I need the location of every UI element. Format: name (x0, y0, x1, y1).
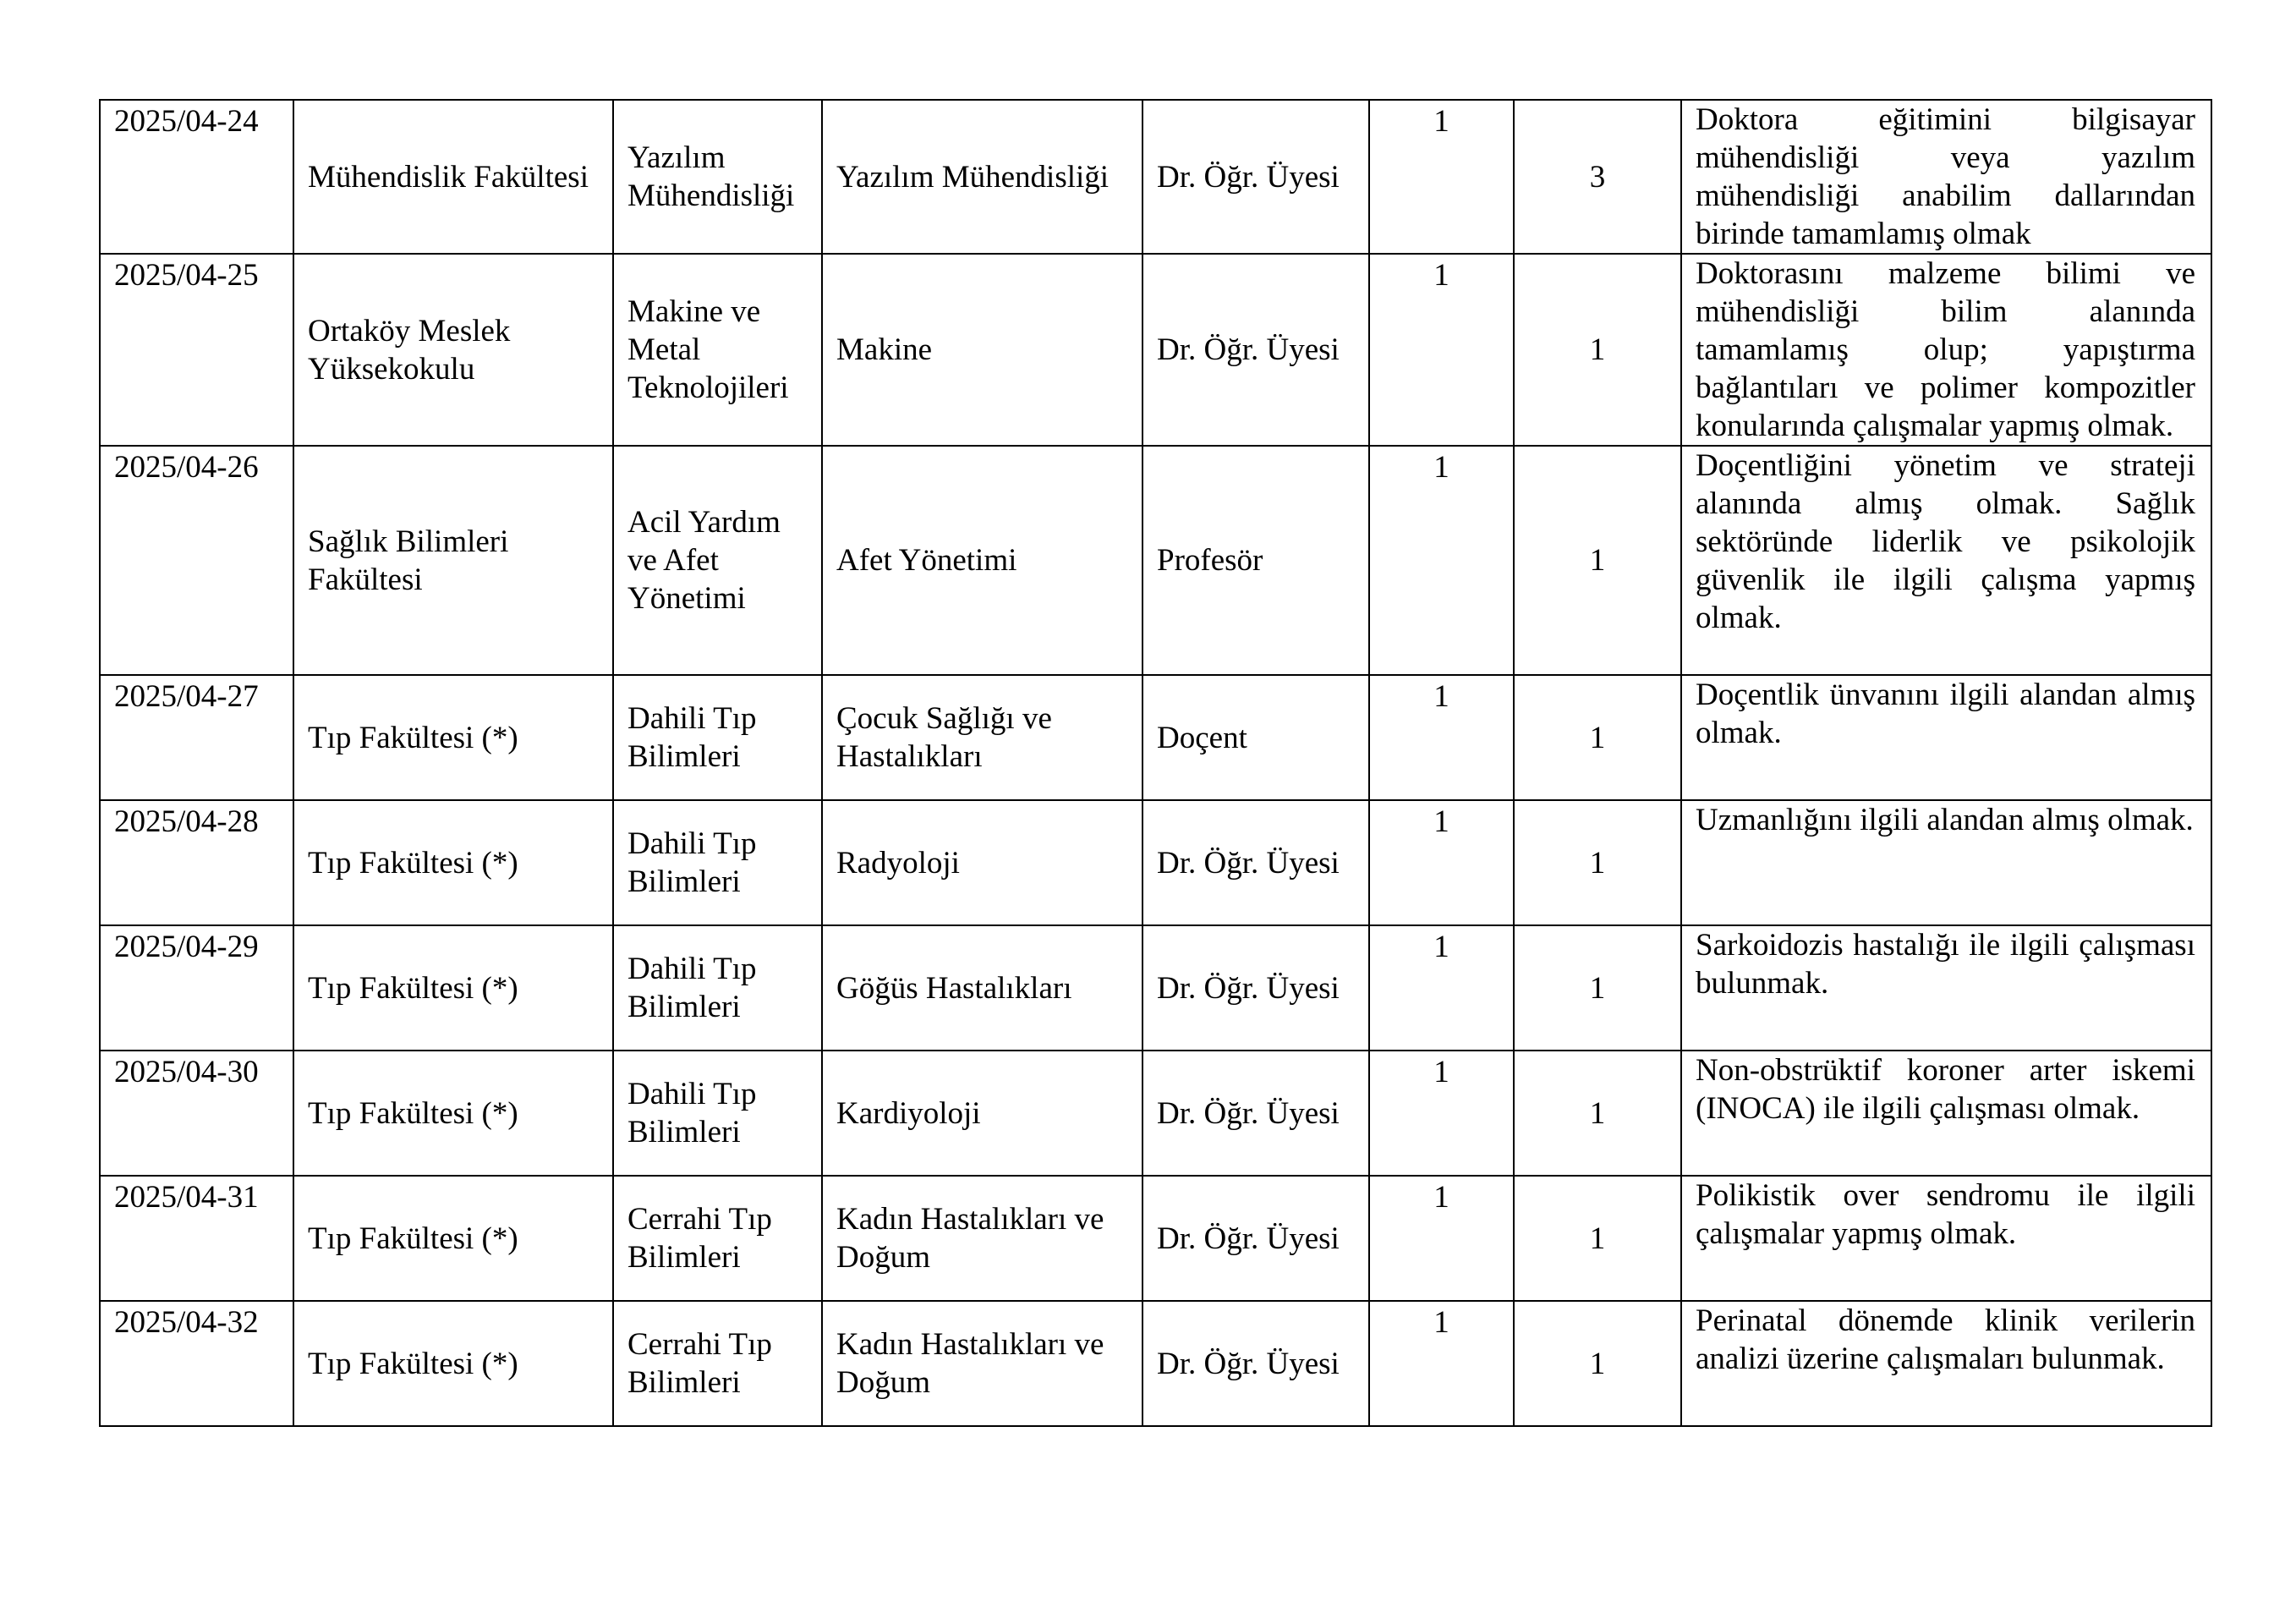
derece-cell: 1 (1369, 925, 1514, 1051)
anabilim-dali-cell: Afet Yönetimi (822, 446, 1143, 675)
adet-cell: 1 (1514, 446, 1681, 675)
ilan-no-cell: 2025/04-30 (100, 1051, 293, 1176)
bolum-cell: Dahili Tıp Bilimleri (613, 1051, 822, 1176)
adet-cell: 1 (1514, 1176, 1681, 1301)
bolum-cell: Yazılım Mühendisliği (613, 100, 822, 254)
birim-cell: Mühendislik Fakültesi (293, 100, 613, 254)
birim-cell: Sağlık Bilimleri Fakültesi (293, 446, 613, 675)
derece-cell: 1 (1369, 100, 1514, 254)
aciklama-cell (1681, 1301, 2211, 1426)
birim-cell: Tıp Fakültesi (*) (293, 800, 613, 925)
bolum-cell: Cerrahi Tıp Bilimleri (613, 1176, 822, 1301)
birim-cell: Tıp Fakültesi (*) (293, 1051, 613, 1176)
table-row (100, 1051, 2211, 1176)
ilan-no-cell: 2025/04-25 (100, 254, 293, 446)
anabilim-dali-cell: Kardiyoloji (822, 1051, 1143, 1176)
table-row (100, 446, 2211, 675)
aciklama-text: Doktorasını malzeme bilimi ve mühendisliği bilim alanında tamamlamış olup; yapıştırma bağlantıları ve polimer kompozitler konularında çalışmalar yapmış olmak. (1696, 256, 2195, 443)
anabilim-dali-cell: Radyoloji (822, 800, 1143, 925)
adet-cell: 1 (1514, 925, 1681, 1051)
kadro-unvani-cell: Doçent (1143, 675, 1369, 800)
table-row (100, 800, 2211, 925)
table-row (100, 254, 2211, 446)
table-row (100, 1301, 2211, 1426)
table-row (100, 1176, 2211, 1301)
kadro-unvani-cell: Dr. Öğr. Üyesi (1143, 1301, 1369, 1426)
ilan-no-cell: 2025/04-31 (100, 1176, 293, 1301)
birim-cell: Ortaköy Meslek Yüksekokulu (293, 254, 613, 446)
derece-cell: 1 (1369, 1176, 1514, 1301)
aciklama-cell (1681, 1051, 2211, 1176)
ilan-no-cell: 2025/04-28 (100, 800, 293, 925)
aciklama-text: Doçentliğini yönetim ve strateji alanında almış olmak. Sağlık sektöründe liderlik ve psikolojik güvenlik ile ilgili çalışma yapmış olmak. (1696, 448, 2195, 635)
ilan-no-cell: 2025/04-29 (100, 925, 293, 1051)
aciklama-cell (1681, 675, 2211, 800)
kadro-unvani-cell: Dr. Öğr. Üyesi (1143, 800, 1369, 925)
kadro-unvani-cell: Dr. Öğr. Üyesi (1143, 1176, 1369, 1301)
bolum-cell: Dahili Tıp Bilimleri (613, 925, 822, 1051)
table-row (100, 675, 2211, 800)
ilan-no-cell: 2025/04-24 (100, 100, 293, 254)
aciklama-text: Non-obstrüktif koroner arter iskemi (INOCA) ile ilgili çalışması olmak. (1696, 1053, 2195, 1126)
ilan-no-cell: 2025/04-27 (100, 675, 293, 800)
aciklama-text: Perinatal dönemde klinik verilerin analizi üzerine çalışmaları bulunmak. (1696, 1303, 2195, 1376)
aciklama-text: Doçentlik ünvanını ilgili alandan almış olmak. (1696, 678, 2195, 750)
bolum-cell: Dahili Tıp Bilimleri (613, 675, 822, 800)
aciklama-cell (1681, 1176, 2211, 1301)
adet-cell: 1 (1514, 800, 1681, 925)
bolum-cell: Dahili Tıp Bilimleri (613, 800, 822, 925)
derece-cell: 1 (1369, 800, 1514, 925)
anabilim-dali-cell: Yazılım Mühendisliği (822, 100, 1143, 254)
kadro-unvani-cell: Dr. Öğr. Üyesi (1143, 925, 1369, 1051)
bolum-cell: Cerrahi Tıp Bilimleri (613, 1301, 822, 1426)
aciklama-text: Uzmanlığını ilgili alandan almış olmak. (1696, 803, 2194, 837)
adet-cell: 1 (1514, 254, 1681, 446)
derece-cell: 1 (1369, 446, 1514, 675)
anabilim-dali-cell: Göğüs Hastalıkları (822, 925, 1143, 1051)
kadro-unvani-cell: Dr. Öğr. Üyesi (1143, 254, 1369, 446)
table-row (100, 925, 2211, 1051)
ilan-no-cell: 2025/04-26 (100, 446, 293, 675)
derece-cell: 1 (1369, 1051, 1514, 1176)
derece-cell: 1 (1369, 1301, 1514, 1426)
anabilim-dali-cell: Çocuk Sağlığı ve Hastalıkları (822, 675, 1143, 800)
aciklama-text: Doktora eğitimini bilgisayar mühendisliği veya yazılım mühendisliği anabilim dallarından birinde tamamlamış olmak (1696, 102, 2195, 251)
anabilim-dali-cell: Kadın Hastalıkları ve Doğum (822, 1176, 1143, 1301)
bolum-cell: Acil Yardım ve Afet Yönetimi (613, 446, 822, 675)
aciklama-cell (1681, 800, 2211, 925)
birim-cell: Tıp Fakültesi (*) (293, 675, 613, 800)
adet-cell: 1 (1514, 675, 1681, 800)
aciklama-text: Sarkoidozis hastalığı ile ilgili çalışması bulunmak. (1696, 928, 2195, 1001)
aciklama-text: Polikistik over sendromu ile ilgili çalışmalar yapmış olmak. (1696, 1178, 2195, 1251)
bolum-cell: Makine ve Metal Teknolojileri (613, 254, 822, 446)
position-listing-table (99, 99, 2212, 1427)
birim-cell: Tıp Fakültesi (*) (293, 925, 613, 1051)
table-row (100, 100, 2211, 254)
birim-cell: Tıp Fakültesi (*) (293, 1176, 613, 1301)
derece-cell: 1 (1369, 254, 1514, 446)
derece-cell: 1 (1369, 675, 1514, 800)
birim-cell: Tıp Fakültesi (*) (293, 1301, 613, 1426)
adet-cell: 3 (1514, 100, 1681, 254)
kadro-unvani-cell: Dr. Öğr. Üyesi (1143, 1051, 1369, 1176)
aciklama-cell (1681, 254, 2211, 446)
anabilim-dali-cell: Kadın Hastalıkları ve Doğum (822, 1301, 1143, 1426)
ilan-no-cell: 2025/04-32 (100, 1301, 293, 1426)
aciklama-cell (1681, 446, 2211, 675)
adet-cell: 1 (1514, 1301, 1681, 1426)
aciklama-cell (1681, 925, 2211, 1051)
anabilim-dali-cell: Makine (822, 254, 1143, 446)
aciklama-cell (1681, 100, 2211, 254)
adet-cell: 1 (1514, 1051, 1681, 1176)
kadro-unvani-cell: Dr. Öğr. Üyesi (1143, 100, 1369, 254)
kadro-unvani-cell: Profesör (1143, 446, 1369, 675)
